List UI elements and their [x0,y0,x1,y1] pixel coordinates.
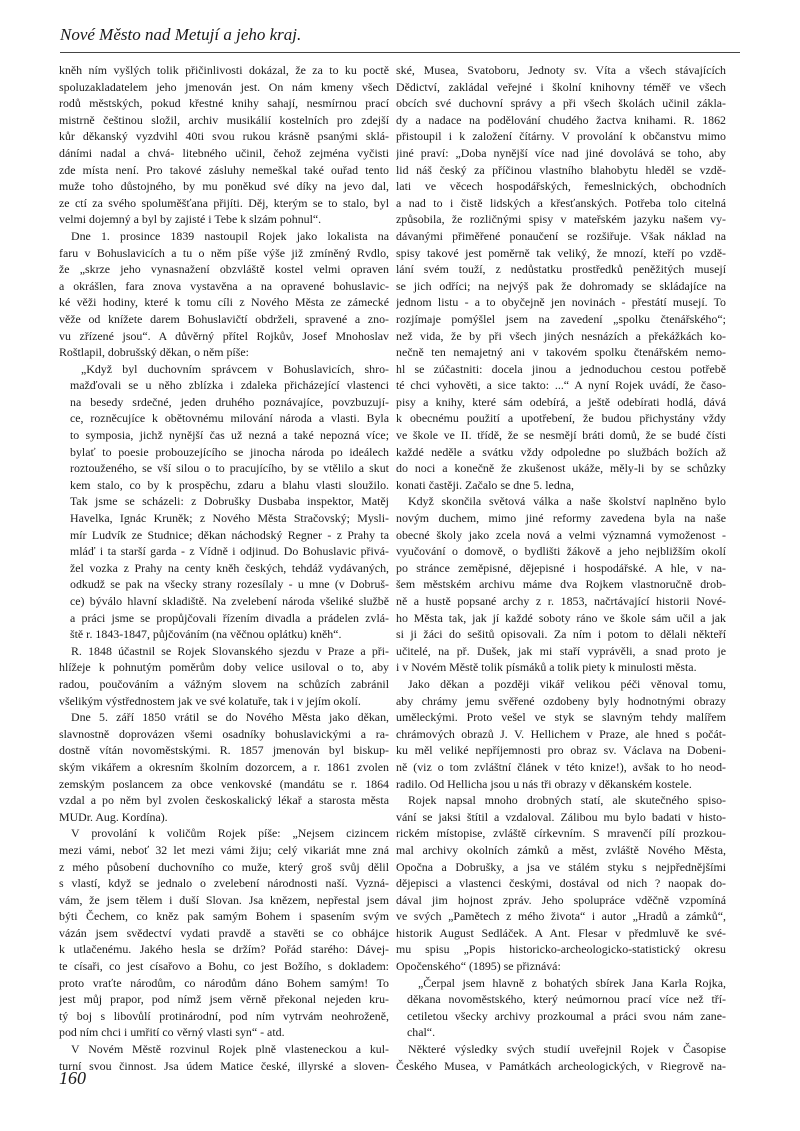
text-line: radou, poučováním a vážným slovem na schůzích zabránil [59,676,389,691]
text-line: to symposia, jichž nynější čas už nezná a také nepozná více; [70,428,389,443]
text-line: kněh ním vyšlých tolik přičinlivosti dokázal, že za to ku poctě [59,63,389,77]
text-line: obcích své duchovní správy a při všech školách učinil zákla- [396,96,726,111]
text-line: i v Novém Městě tolik písmáků a tolik piety k minulosti města. [396,660,697,675]
text-line: ve škole ve II. třídě, že se nesmějí bráti domů, že se budé čísti [396,428,726,443]
text-line: Dne 1. prosince 1839 nastoupil Rojek jako lokalista na [71,228,389,243]
text-line: všelikým výstřednostem jak ve své kolatuře, tak i v jejím okolí. [59,693,361,708]
text-line: každé neděle a svátku vždy odpoledne po službách božích až [396,444,726,459]
text-line: MUDr. Aug. Kordína). [59,809,168,824]
text-line: vázán jsem svědectví vydati pravdě a stavěti se co obhájce [59,925,389,940]
text-line: ně (viz o tom zvláštní článek v této knize!), avšak to ho neod- [396,759,726,774]
text-line: obecné školy jako zcela nová a velmi významná vymoženost - [396,527,726,542]
text-line: děkana novoměstského, který neúmornou prací více než tří- [407,992,726,1007]
text-line: do noci a konečně že zkušenost ukáže, měly-li by se schůzky [396,461,726,476]
text-line: rickém místopise, zvláště církevním. S mravenčí pílí prozkou- [396,826,726,841]
text-line: dáními nadal a chvá- litebného učinil, čehož zejména vyčisti [59,145,389,160]
text-line: aby chrámy jemu svěřené ozdobeny byly hodnotnými obrazy [396,693,726,708]
text-line: ké věži hodiny, které k tomu cíli z Nového Města ze zámecké [59,295,389,310]
text-line: Tak jsme se scházeli: z Dobrušky Dusbaba inspektor, Matěj [70,494,389,509]
right-text-column [396,62,726,1074]
text-line: V Novém Městě rozvinul Rojek plně vlasteneckou a kul- [71,1042,389,1057]
text-line: radilo. Od Hellicha jsou u nás tři obrazy v děkanském kostele. [396,776,692,791]
text-line: odkudž se pak na všecky strany rozesílaly - u mne (v Dobruš- [70,577,389,592]
text-line: mezi vámi, neboť 32 let mezi vámi žiju; celý vikariát mne zná [59,842,389,857]
text-line: „Když byl duchovním správcem v Bohuslavicích, shro- [81,361,389,376]
text-line: Dědictví, zakládal veřejné i školní knihovny téměř ve všech [396,79,726,94]
text-line: dával jim hojnost zpráv. Jeho spolupráce vděčně vzpomíná [396,892,726,907]
text-line: že „skrze jeho vynasnažení obzvláště kostel velmi opraven [59,262,389,277]
text-line: šem městském archivu máme dva Rojkem vlastnoručně drob- [396,577,726,592]
header-rule [60,52,740,53]
text-line: a práci jsme se propůjčovali řízením divadla a prádelen zvlá- [70,610,389,625]
text-line: „Čerpal jsem hlavně z bohatých sbírek Jana Karla Rojka, [418,975,726,990]
text-line: faru v Bohuslavicích a tu o něm píše výše již zmíněný Rvdlo, [59,245,389,260]
text-line: novým duchem, mimo jiné reformy zavedena byla na naše [396,511,726,526]
text-line: býti Čechem, co kněz pak samým Bohem i spasením svým [59,909,389,924]
text-line: jest můj prapor, pod nímž jsem věrně překonal nejeden kru- [59,992,389,1007]
text-line: proto vraťte národům, co národům dáno Bohem samým! To [59,975,389,990]
text-line: mláď i ta starší garda - z Vídně i odjinud. Do Bohuslavic přivá- [70,544,389,559]
text-line: vání se jaksi štítil a vzdaloval. Zálibou mu bylo badati v histo- [396,809,726,824]
text-line: R. 1848 účastnil se Rojek Slovanského sjezdu v Praze a při- [71,643,389,658]
text-line: chrámových obrazů J. V. Hellichem v Praze, ale hned s počát- [396,726,726,741]
text-line: Roštlapil, dobrušský děkan, o něm píše: [59,345,249,360]
running-header: Nové Město nad Metují a jeho kraj. [60,25,302,44]
text-line: ku měl veliké nepříjemnosti pro obraz sv. Václava na Dobeni- [396,743,726,758]
text-line: hlížeje k pohnutým poměrům doby velice usiloval o to, aby [59,660,389,675]
text-line: lid náš český za příčinou vlastního blahobytu hleděl se vzdě- [396,162,726,177]
text-line: vyučování o domově, o bydlišti žákově a jeho nejbližším okolí [396,544,726,559]
text-line: te císaři, co jest císařovo a Bohu, co jest Božího, s dokladem: [59,959,389,974]
text-line: zemským poslancem za obce venkovské (mandátu se r. 1864 [59,776,389,791]
text-line: zde místa není. Pro takové zásluhy nemeškal také ouřad tento [59,162,389,177]
text-line: té chci vyhověti, a sice takto: ...“ A nyní Rojek uvádí, že časo- [396,378,726,393]
text-line: velmi dojemný a byl by zajisté i Tebe k slzám pohnul“. [59,212,322,227]
text-line: ce) býválo hlavní skladiště. Na zvelebení národa všeliké službě [70,594,389,608]
text-line: ské, Musea, Svatoboru, Jednoty sv. Víta a všech stávajících [396,63,726,77]
text-line: turní svou činnost. Jsa údem Matice české, illyrské a sloven- [59,1058,389,1073]
text-line: ze ctí za svého spoluměšťana přijíti. Děj, kterým se to stalo, byl [59,195,389,210]
text-line: roztouženého, se vší silou o to pracujícího, by se vtělilo a skut [70,461,389,476]
text-line: spisy takové jest poměrně tak veliký, že mnozí, kteří po vzdě- [396,245,726,260]
text-line: ho Města tak, jak jí každé soboty ráno ve škole sám učil a jak [396,610,726,625]
text-line: dávanými přiměřené ponaučení se rozšiřuje. Však náklad na [396,228,726,243]
text-line: po stránce zeměpisné, dějepisné i hospodářské. A hle, v na- [396,560,726,575]
text-line: ně a hustě popsané archy z r. 1853, načrtávající historii Nové- [396,594,726,608]
text-line: se jich odříci; na nejvýš pak že dohromady se skládajíce na [396,278,726,293]
text-line: mu spisu „Popis historicko-archeologicko-statistický okresu [396,942,726,957]
text-line: na besedy srdečné, jeden druhého poznávajíce, povzbuzují- [70,394,389,409]
text-line: způsobila, že rozličnými spisy v mateřském jazyku našem vy- [396,212,726,227]
text-line: k utlačenému. Jakého hesla se držím? Pořád starého: Dávej- [59,942,389,957]
text-line: pisy a knihy, které sám odebírá, a ještě odebírati hodlá, dává [396,394,726,409]
text-line: ště r. 1843-1847, půjčováním (na věčnou oplátku) kněh“. [70,627,342,642]
text-line: Opočna a Dobrušky, a jsa ve stálém styku s nejpřednějšími [396,859,726,874]
text-line: Opočenského“ (1895) se přiznává: [396,959,561,974]
text-line: mistrně češtinou složil, archiv musikálií kostelních pro zdejší [59,112,389,127]
text-line: vám, že jsem tělem i duší Slovan. Jsa knězem, nepřestal jsem [59,892,389,907]
text-line: ce, rozněcujíce k obětovnému milování národa a vlasti. Byla [70,411,389,426]
text-line: jednom listu - a to obyčejně jen novinách - přestátí musejí. To [396,295,726,310]
text-line: dějepisci a vlastenci českými, dostával od nich ? naopak do- [396,876,726,891]
text-line: uměleckými. Proto vešel ve styk se slavným tehdy malířem [396,710,726,725]
text-line: dostně vítán novoměstskými. R. 1857 jmenován byl biskup- [59,743,389,758]
text-line: žel vozka z Prahy na centy kněh českých, tehdáž vydávaných, [70,560,389,575]
text-line: spoluzakladatelem jeho jmenován jest. On nám kmeny všech [59,79,389,94]
text-line: slavnostně doprovázen všemi osadníky bohuslavickými a ra- [59,726,389,741]
text-line: ve svých „Pamětech z mého života“ i autor „Hradů a zámků“, [396,909,726,924]
text-line: Českého Musea, v Památkách archeologických, v Riegrově na- [396,1058,726,1073]
text-line: Když skončila světová válka a naše školství naplněno bylo [408,494,726,509]
text-line: k obecnému použití a upotřebení, že budou přichystány vždy [396,411,726,426]
text-line: tý boj s libovůlí protinárodní, pod ním vytrvám neohroženě, [59,1008,389,1023]
text-line: Havelka, Ignác Kruněk; z Nového Města Stračovský; Mysli- [70,511,389,526]
text-line: lání svém touží, z nedůstatku prostředků peněžitých musejí [396,262,726,277]
text-line: rozjímaje pomýšlel jsem na zavedení „spolku čtenářského“; [396,311,726,326]
text-line: Některé výsledky svých studií uveřejnil Rojek v Časopise [408,1042,726,1057]
text-line: nečně ten nemajetný ani v takovém spolku čtenářském nemo- [396,345,726,360]
text-line: věže od knížete darem Bohuslavičtí obdrželi, spravené a zno- [59,311,389,326]
text-line: cetiletou všecky archivy prozkoumal a práci svou nám zane- [407,1008,726,1023]
left-text-column [59,62,389,1074]
text-line: mal archivy okolních zámků a měst, zvláště Nového Města, [396,842,726,857]
text-line: mažďovali se u něho zblízka i zdaleka přicházející vlastenci [70,378,389,393]
text-line: než vida, že by při všech jiných nesnázích a překážkách ko- [396,328,726,343]
text-line: vzdal a po něm byl zvolen českoskalický lékař a starosta města [59,793,389,808]
text-line: vu zřízené jsou“. A důvěrný přítel Rojkův, Josef Mnohoslav [59,328,389,343]
text-line: lati ve věcech hospodářských, řemeslnických, obchodních [396,179,726,194]
text-line: mír Ludvík ze Studnice; děkan náchodský Regner - z Prahy ta [70,527,389,542]
text-line: hl se zúčastniti: docela jinou a jednoduchou cestou potřebě [396,361,726,376]
text-line: historik August Sedláček. A Ant. Flesar v předmluvě ke své- [396,925,726,940]
text-line: dy a nadace na podělování chudého žactva knihami. R. 1862 [396,112,726,127]
text-line: kem stalo, co by k prospěchu, zdaru a blahu vlasti sloužilo. [70,477,389,492]
text-line: kůr děkanský vyzdvihl 40ti svou rukou krásně psanými sklá- [59,129,389,144]
text-line: učitelé, na př. Dušek, jak mi staří vyprávěli, a snad proto je [396,643,726,658]
text-line: z mého působení duchovního co muže, který groš svůj dělil [59,859,389,874]
text-line: jiné praví: „Doba nynější více nad jiné dovolává se toho, aby [396,145,726,160]
text-line: muže toho důstojného, by mu poněkud své díky na jevo dal, [59,179,389,194]
text-line: ským vikářem a okresním školním dozorcem, a r. 1861 zvolen [59,759,389,774]
text-line: pod ním chci i umřití co věrný vlasti syn“ - atd. [59,1025,285,1040]
text-line: Rojek napsal mnoho drobných statí, ale skutečného spiso- [408,793,726,808]
text-line: a nad to i čistě lidských a křesťanských. Potřeba tolo citelná [396,195,726,210]
text-line: chal“. [407,1025,436,1040]
text-line: rodů městských, pokud křestné knihy sahají, nesmírnou prací [59,96,389,111]
text-line: V provolání k voličům Rojek píše: „Nejsem cizincem [71,826,389,841]
text-line: bylať to poesie probouzejícího se jinocha národa po ideálech [70,444,389,459]
text-line: a okrášlen, fara znova vystavěna a na opravené bohuslavic- [59,278,389,293]
text-line: s vlastí, když se jednalo o zvelebení národnosti naší. Vyzná- [59,876,389,891]
text-line: přistoupil i k založení čítárny. V provolání k občanstvu mimo [396,129,726,144]
text-line: si ji žáci do sešitů opisovali. Za ním i potom to dělali někteří [396,627,726,642]
text-line: Jako děkan a později vikář velikou péči věnoval tomu, [408,676,726,691]
text-line: Dne 5. září 1850 vrátil se do Nového Města jako děkan, [71,710,389,725]
text-line: konati častěji. Začalo se dne 5. ledna, [396,477,574,492]
page-number: 160 [59,1068,86,1088]
